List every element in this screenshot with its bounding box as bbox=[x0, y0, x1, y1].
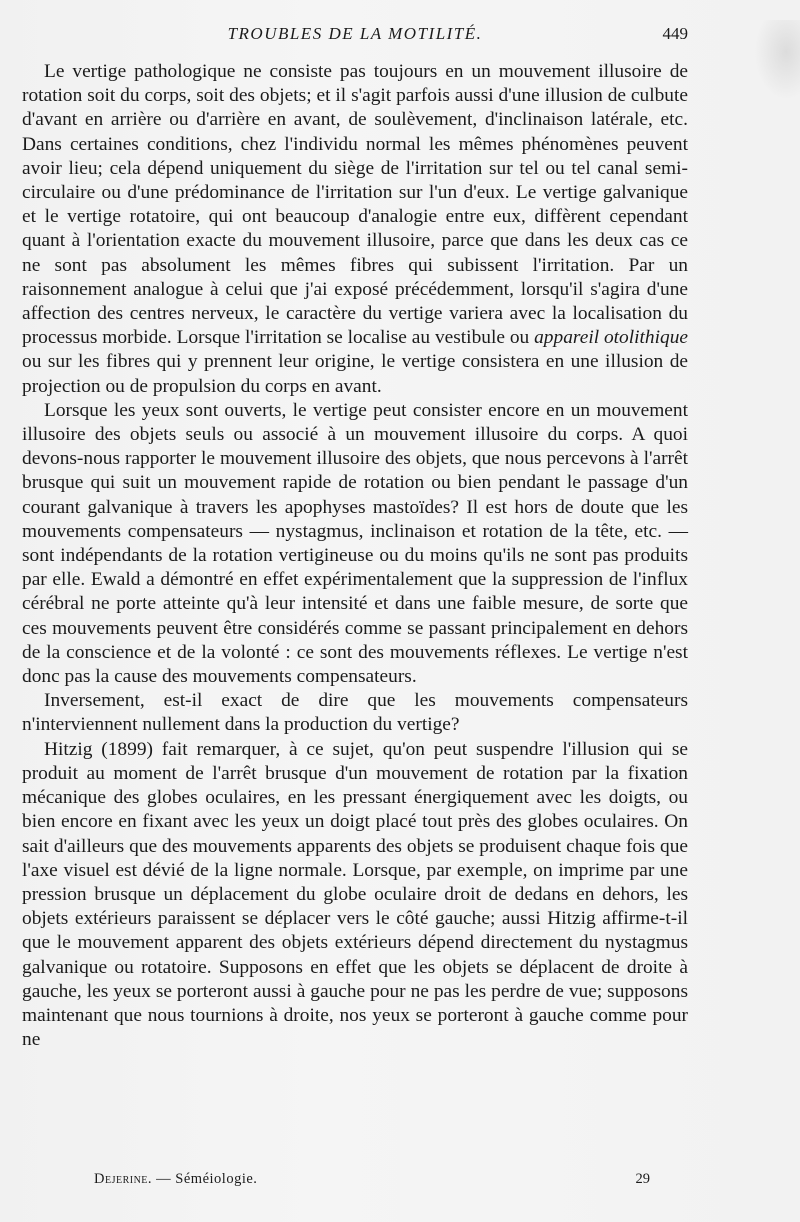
paragraph-2: Lorsque les yeux sont ouverts, le vertige peut consister encore en un mouvement illusoire des objets seuls ou associé à un mouvement illusoire du corps. A quoi devons-nous rapporter le mouvement illusoire des objets, que nous percevons à l'arrêt brusque qui suit un mouvement rapide de rotation ou bien pendant le passage d'un courant galvanique à travers les apophyses mastoïdes? Il est hors de doute que les mouvements compensateurs — nystagmus, inclinaison et rotation de la tête, etc. — sont indépendants de la rotation vertigineuse ou du moins qu'ils ne sont pas produits par elle. Ewald a démontré en effet expérimentalement que la suppression de l'influx cérébral ne porte atteinte qu'à leur intensité et dans une faible mesure, de sorte que ces mouvements peuvent être considérés comme se passant principalement en dehors de la conscience et de la volonté : ce sont des mouvements réflexes. Le vertige n'est donc pas la cause des mouvements compensateurs. bbox=[22, 399, 688, 688]
paragraph-1-italic-term: appareil otolithique bbox=[534, 327, 688, 349]
page-footer bbox=[22, 1171, 688, 1195]
footer-author: Dejerine. bbox=[94, 1171, 153, 1187]
paragraph-1-text-a: Le vertige pathologique ne consiste pas toujours en un mouvement illusoire de rotation soit du corps, soit des objets; et il s'agit parfois aussi d'une illusion de culbute d'avant en arrière ou d'arrière en avant, de soulèvement, d'inclinaison latérale, etc. Dans certaines conditions, chez l'individu normal les mêmes phénomènes peuvent avoir lieu; cela dépend uniquement du siège de l'irritation sur tel ou tel canal semi-circulaire ou d'une prédominance de l'irritation sur l'un d'eux. Le vertige galvanique et le vertige rotatoire, qui ont beaucoup d'analogie entre eux, diffèrent cependant quant à l'orientation exacte du mouvement illusoire, parce que dans les deux cas ce ne sont pas absolument les mêmes fibres qui subissent l'irritation. Par un raisonnement analogue à celui que j'ai exposé précédemment, lorsqu'il s'agira d'une affection des centres nerveux, le caractère du vertige variera avec la localisation du processus morbide. Lorsque l'irritation se localise au vestibule ou bbox=[22, 61, 688, 349]
page-edge-smudge bbox=[754, 20, 800, 100]
page-number: 449 bbox=[662, 24, 688, 43]
paragraph-1-text-b: ou sur les fibres qui y prennent leur origine, le vertige consistera en une illusion de projection ou de propulsion du corps en avant. bbox=[22, 351, 688, 397]
running-head bbox=[22, 24, 688, 48]
body-text bbox=[22, 60, 688, 1052]
running-title: TROUBLES DE LA MOTILITÉ. bbox=[227, 24, 483, 43]
paragraph-3: Inversement, est-il exact de dire que les mouvements compensateurs n'interviennent nullement dans la production du vertige? bbox=[22, 690, 688, 736]
paragraph-4: Hitzig (1899) fait remarquer, à ce sujet, qu'on peut suspendre l'illusion qui se produit au moment de l'arrêt brusque d'un mouvement de rotation par la fixation mécanique des globes oculaires, en les pressant énergiquement avec les doigts, ou bien encore en fixant avec les yeux un doigt placé tout près des globes oculaires. On sait d'ailleurs que des mouvements apparents des objets se produisent chaque fois que l'axe visuel est dévié de la ligne normale. Lorsque, par exemple, on imprime par une pression brusque un déplacement du globe oculaire droit de dedans en dehors, les objets extérieurs paraissent se déplacer vers le côté gauche; aussi Hitzig affirme-t-il que le mouvement apparent des objets extérieurs dépend directement du nystagmus galvanique ou rotatoire. Supposons en effet que les objets se déplacent de droite à gauche, les yeux se porteront aussi à gauche pour ne pas les perdre de vue; supposons maintenant que nous tournions à droite, nos yeux se porteront à gauche comme pour ne bbox=[22, 738, 688, 1051]
footer-separator: — bbox=[156, 1171, 172, 1187]
paragraph-1 bbox=[22, 60, 688, 399]
footer-author-title bbox=[94, 1171, 257, 1188]
signature-mark: 29 bbox=[635, 1171, 650, 1187]
footer-book-title: Séméiologie. bbox=[175, 1171, 258, 1187]
